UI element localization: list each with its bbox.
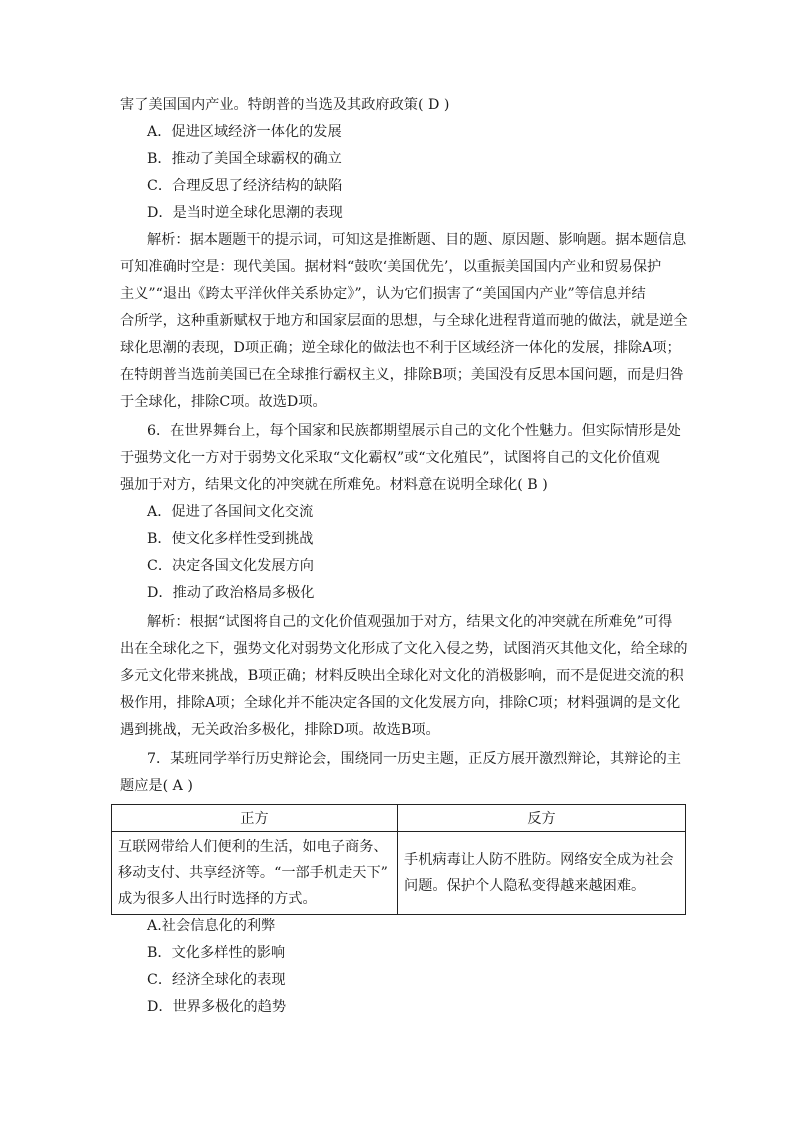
q6-stem-line: 于强势文化一方对于弱势文化采取“文化霸权”或“文化殖民”，试图将自己的文化价值观 [120, 450, 660, 466]
q7-option-c: C．经济全球化的表现 [147, 972, 286, 988]
q5-stem: 害了美国国内产业。特朗普的当选及其政府政策( D ) [120, 97, 450, 113]
con-side-cell [398, 832, 686, 915]
debate-table [111, 804, 686, 915]
q6-option-c: C．决定各国文化发展方向 [147, 558, 314, 574]
q6-analysis-line: 极作用，排除A项；全球化并不能决定各国的文化发展方向，排除C项；材料强调的是文化 [120, 695, 681, 711]
con-side-text-line: 手机病毒让人防不胜防。网络安全成为社会 [404, 852, 674, 868]
q6-option-a: A．促进了各国间文化交流 [147, 504, 314, 520]
q5-analysis-line: 在特朗普当选前美国已在全球推行霸权主义，排除B项；美国没有反思本国问题，而是归咎 [120, 367, 684, 383]
q5-option-b: B．推动了美国全球霸权的确立 [147, 151, 342, 167]
q6-stem-line: 6．在世界舞台上，每个国家和民族都期望展示自己的文化个性魅力。但实际情形是处 [147, 423, 681, 439]
q7-option-b: B．文化多样性的影响 [147, 945, 286, 961]
pro-side-text-line: 成为很多人出行时选择的方式。 [118, 891, 317, 907]
pro-side-text-line: 移动支付、共享经济等。“一部手机走天下” [118, 865, 388, 881]
q5-analysis-line: 主义”“退出《跨太平洋伙伴关系协定》”，认为它们损害了“美国国内产业”等信息并结 [120, 286, 646, 302]
q5-option-a: A．促进区域经济一体化的发展 [147, 124, 342, 140]
q5-analysis-line: 可知准确时空是：现代美国。据材料“鼓吹‘美国优先’，以重振美国国内产业和贸易保护 [120, 259, 662, 275]
pro-side-cell [112, 832, 398, 915]
pro-side-text-line: 互联网带给人们便利的生活，如电子商务、 [118, 839, 388, 855]
q6-option-b: B．使文化多样性受到挑战 [147, 531, 314, 547]
q6-option-d: D．推动了政治格局多极化 [147, 585, 315, 601]
q6-analysis-line: 多元文化带来挑战，B项正确；材料反映出全球化对文化的消极影响，而不是促进交流的积 [120, 668, 684, 684]
q5-analysis-line: 解析：据本题题干的提示词，可知这是推断题、目的题、原因题、影响题。据本题信息 [147, 232, 687, 248]
q7-stem-line: 7．某班同学举行历史辩论会，围绕同一历史主题，正反方展开激烈辩论，其辩论的主 [147, 751, 681, 767]
table-header-row [112, 805, 686, 832]
con-side-header: 反方 [398, 805, 686, 832]
q5-analysis-line: 于全球化，排除C项。故选D项。 [120, 394, 327, 410]
q7-option-d: D．世界多极化的趋势 [147, 999, 287, 1015]
q5-option-c: C．合理反思了经济结构的缺陷 [147, 178, 343, 194]
con-side-text-line: 问题。保护个人隐私变得越来越困难。 [404, 878, 646, 894]
q6-analysis-line: 出在全球化之下，强势文化对弱势文化形成了文化入侵之势，试图消灭其他文化，给全球的 [120, 641, 688, 657]
q6-analysis-line: 遇到挑战，无关政治多极化，排除D项。故选B项。 [120, 722, 440, 738]
q6-stem-line: 强加于对方，结果文化的冲突就在所难免。材料意在说明全球化( B ) [120, 477, 548, 493]
q6-analysis-line: 解析：根据“试图将自己的文化价值观强加于对方，结果文化的冲突就在所难免”可得 [147, 614, 673, 630]
q7-stem-line: 题应是( A ) [120, 778, 193, 794]
q5-analysis-line: 合所学，这种重新赋权于地方和国家层面的思想，与全球化进程背道而驰的做法，就是逆全 [120, 313, 688, 329]
q5-option-d: D．是当时逆全球化思潮的表现 [147, 205, 343, 221]
q5-analysis-line: 球化思潮的表现，D项正确；逆全球化的做法也不利于区域经济一体化的发展，排除A项； [120, 340, 681, 356]
table-row [112, 832, 686, 915]
q7-option-a: A.社会信息化的利弊 [147, 918, 276, 934]
pro-side-header: 正方 [112, 805, 398, 832]
